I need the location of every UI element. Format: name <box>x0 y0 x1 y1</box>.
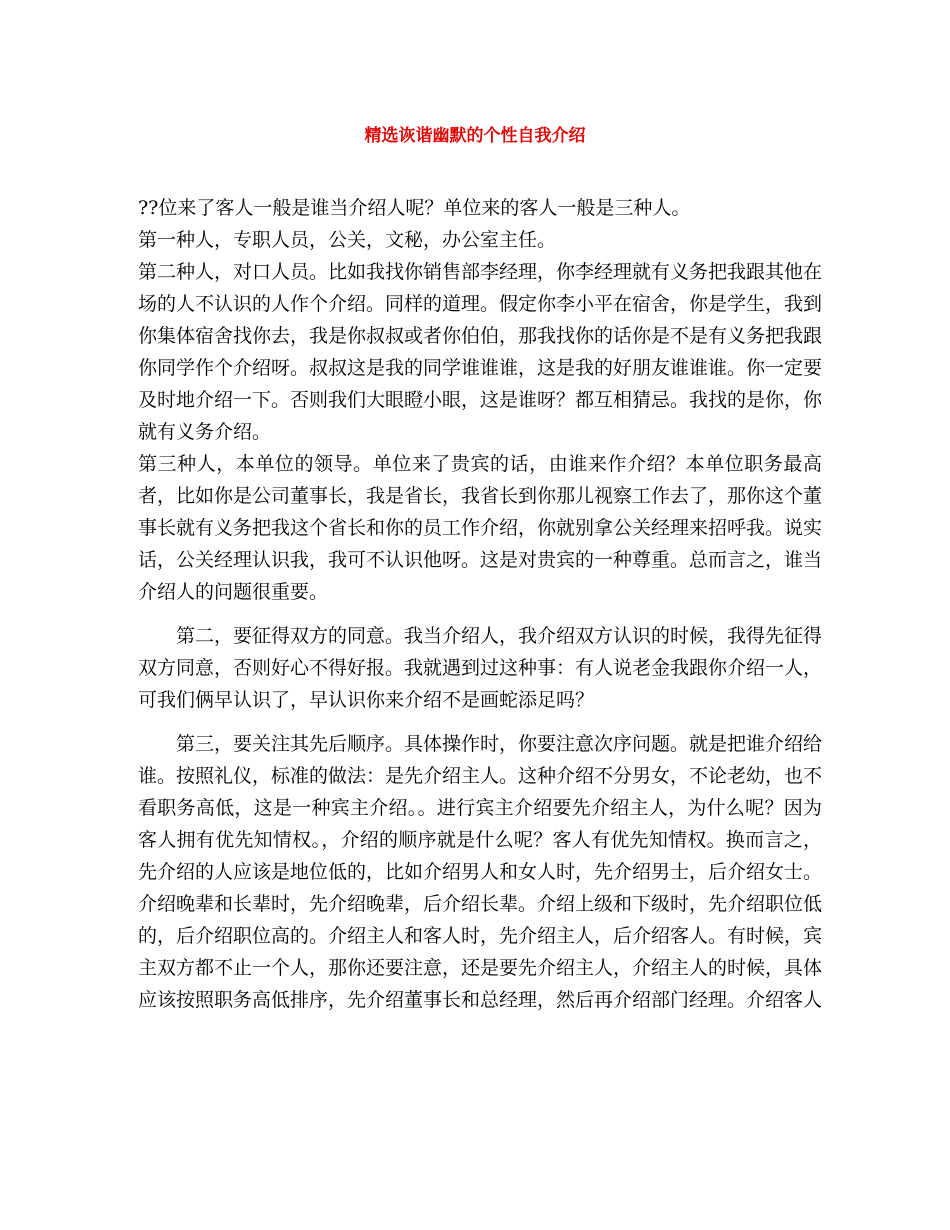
document-body <box>138 192 822 1016</box>
paragraph-intro: ??位来了客人一般是谁当介绍人呢？单位来的客人一般是三种人。 <box>138 197 691 219</box>
paragraph-second-type: 第二种人，对口人员。比如我找你销售部李经理，你李经理就有义务把我跟其他在场的人不认识的人作个介绍。同样的道理。假定你李小平在宿舍，你是学生，我到你集体宿舍找你去，我是你叔叔或者你伯伯，那我找你的话你是不是有义务把我跟你同学作个介绍呀。叔叔这是我的同学谁谁谁，这是我的好朋友谁谁谁。你一定要及时地介绍一下。否则我们大眼瞪小眼，这是谁呀？都互相猜忌。我找的是你，你就有义务介绍。 <box>138 261 823 443</box>
paragraph-consent: 第二，要征得双方的同意。我当介绍人，我介绍双方认识的时候，我得先征得双方同意，否则好心不得好报。我就遇到过这种事：有人说老金我跟你介绍一人，可我们俩早认识了，早认识你来介绍不是画蛇添足吗？ <box>138 625 823 711</box>
paragraph-third-type: 第三种人，本单位的领导。单位来了贵宾的话，由谁来作介绍？本单位职务最高者，比如你是公司董事长，我是省长，我省长到你那儿视察工作去了，那你这个董事长就有义务把我这个省长和你的员工作介绍，你就别拿公关经理来招呼我。说实话，公关经理认识我，我可不认识他呀。这是对贵宾的一种尊重。总而言之，谁当介绍人的问题很重要。 <box>138 453 823 603</box>
document-title: 精选诙谐幽默的个性自我介绍 <box>364 126 586 146</box>
paragraph-order: 第三，要关注其先后顺序。具体操作时，你要注意次序问题。就是把谁介绍给谁。按照礼仪，标准的做法：是先介绍主人。这种介绍不分男女，不论老幼，也不看职务高低，这是一种宾主介绍。。进行宾主介绍要先介绍主人，为什么呢？因为客人拥有优先知情权。，介绍的顺序就是什么呢？客人有优先知情权。换而言之，先介绍的人应该是地位低的，比如介绍男人和女人时，先介绍男士，后介绍女士。介绍晚辈和长辈时，先介绍晚辈，后介绍长辈。介绍上级和下级时，先介绍职位低的，后介绍职位高的。介绍主人和客人时，先介绍主人，后介绍客人。有时候，宾主双方都不止一个人，那你还要注意，还是要先介绍主人，介绍主人的时候，具体应该按照职务高低排序，先介绍董事长和总经理，然后再介绍部门经理。介绍客人 <box>138 733 823 1011</box>
paragraph-first-type: 第一种人，专职人员，公关，文秘，办公室主任。 <box>138 229 557 251</box>
